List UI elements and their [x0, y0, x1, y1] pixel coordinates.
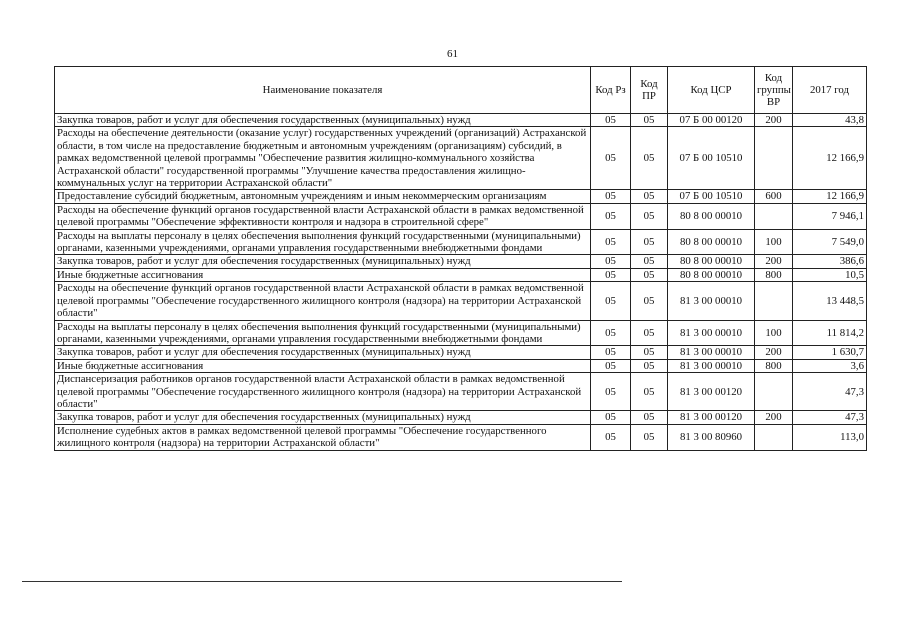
cell-vr — [755, 282, 793, 320]
table-row — [55, 320, 867, 346]
cell-rz: 05 — [591, 282, 631, 320]
cell-csr: 81 3 00 00010 — [668, 320, 755, 346]
table-row — [55, 373, 867, 411]
cell-name: Расходы на обеспечение функций органов государственной власти Астраханской области в рамках ведомственной целевой программы "Обеспечение эффективности контроля и надзора в строительной сфере" — [55, 203, 591, 229]
cell-csr: 81 3 00 80960 — [668, 424, 755, 450]
cell-rz: 05 — [591, 229, 631, 255]
cell-pr: 05 — [631, 114, 668, 127]
cell-vr: 100 — [755, 320, 793, 346]
header-csr: Код ЦСР — [668, 67, 755, 114]
cell-name: Предоставление субсидий бюджетным, автономным учреждениям и иным некоммерческим организациям — [55, 190, 591, 203]
cell-vr: 600 — [755, 190, 793, 203]
cell-name: Иные бюджетные ассигнования — [55, 359, 591, 372]
cell-rz: 05 — [591, 359, 631, 372]
cell-pr: 05 — [631, 373, 668, 411]
cell-pr: 05 — [631, 424, 668, 450]
cell-name: Расходы на выплаты персоналу в целях обеспечения выполнения функций государственными (муниципальными) органами, казенными учреждениями, органами управления государственными внебюджетными фондами — [55, 229, 591, 255]
cell-csr: 80 8 00 00010 — [668, 255, 755, 268]
cell-csr: 81 3 00 00120 — [668, 411, 755, 424]
header-year: 2017 год — [793, 67, 867, 114]
cell-name: Диспансеризация работников органов государственной власти Астраханской области в рамках ведомственной целевой программы "Обеспечение государственного жилищного контроля (надзора) на территории Астраханской области" — [55, 373, 591, 411]
cell-pr: 05 — [631, 346, 668, 359]
cell-amount: 12 166,9 — [793, 190, 867, 203]
cell-vr: 100 — [755, 229, 793, 255]
cell-pr: 05 — [631, 229, 668, 255]
cell-name: Расходы на обеспечение деятельности (оказание услуг) государственных учреждений (организаций) Астраханской области, в том числе на предоставление бюджетным и автономным учреждениям (организациям) субсидий, в рамках ведомственной целевой программы "Обеспечение развития жилищно-коммунального хозяйства Астраханской области" государственной программы "Улучшение качества предоставления жилищно-коммунальных услуг на территории Астраханской области" — [55, 127, 591, 190]
table-row — [55, 114, 867, 127]
cell-csr: 07 Б 00 00120 — [668, 114, 755, 127]
cell-vr: 800 — [755, 268, 793, 281]
cell-csr: 81 3 00 00010 — [668, 282, 755, 320]
budget-table — [54, 66, 867, 451]
header-vr: Код группы ВР — [755, 67, 793, 114]
cell-csr: 07 Б 00 10510 — [668, 190, 755, 203]
cell-pr: 05 — [631, 203, 668, 229]
cell-amount: 7 549,0 — [793, 229, 867, 255]
cell-amount: 7 946,1 — [793, 203, 867, 229]
cell-amount: 47,3 — [793, 373, 867, 411]
cell-name: Закупка товаров, работ и услуг для обеспечения государственных (муниципальных) нужд — [55, 346, 591, 359]
cell-csr: 80 8 00 00010 — [668, 229, 755, 255]
page-number: 61 — [447, 48, 458, 60]
cell-rz: 05 — [591, 190, 631, 203]
cell-pr: 05 — [631, 320, 668, 346]
table-row — [55, 255, 867, 268]
table-row — [55, 424, 867, 450]
cell-pr: 05 — [631, 411, 668, 424]
table-row — [55, 346, 867, 359]
cell-pr: 05 — [631, 359, 668, 372]
cell-vr — [755, 203, 793, 229]
cell-name: Закупка товаров, работ и услуг для обеспечения государственных (муниципальных) нужд — [55, 411, 591, 424]
table-row — [55, 411, 867, 424]
table-row — [55, 268, 867, 281]
cell-pr: 05 — [631, 190, 668, 203]
cell-name: Расходы на обеспечение функций органов государственной власти Астраханской области в рамках ведомственной целевой программы "Обеспечение государственного жилищного контроля (надзора) на территории Астраханской области" — [55, 282, 591, 320]
table-header-row — [55, 67, 867, 114]
cell-csr: 81 3 00 00010 — [668, 359, 755, 372]
cell-amount: 11 814,2 — [793, 320, 867, 346]
cell-rz: 05 — [591, 373, 631, 411]
cell-csr: 81 3 00 00010 — [668, 346, 755, 359]
cell-vr: 200 — [755, 346, 793, 359]
table-row — [55, 127, 867, 190]
table-row — [55, 229, 867, 255]
header-rz: Код Рз — [591, 67, 631, 114]
cell-vr — [755, 424, 793, 450]
cell-rz: 05 — [591, 320, 631, 346]
cell-vr: 200 — [755, 411, 793, 424]
cell-amount: 43,8 — [793, 114, 867, 127]
cell-rz: 05 — [591, 424, 631, 450]
header-pr: Код ПР — [631, 67, 668, 114]
cell-amount: 3,6 — [793, 359, 867, 372]
table-row — [55, 190, 867, 203]
cell-name: Закупка товаров, работ и услуг для обеспечения государственных (муниципальных) нужд — [55, 114, 591, 127]
cell-vr: 200 — [755, 114, 793, 127]
cell-vr — [755, 373, 793, 411]
cell-vr: 200 — [755, 255, 793, 268]
cell-amount: 47,3 — [793, 411, 867, 424]
cell-vr: 800 — [755, 359, 793, 372]
strikethrough-line — [22, 581, 622, 582]
cell-rz: 05 — [591, 255, 631, 268]
cell-name: Закупка товаров, работ и услуг для обеспечения государственных (муниципальных) нужд — [55, 255, 591, 268]
cell-amount: 12 166,9 — [793, 127, 867, 190]
cell-csr: 80 8 00 00010 — [668, 203, 755, 229]
cell-amount: 13 448,5 — [793, 282, 867, 320]
table-row — [55, 203, 867, 229]
cell-pr: 05 — [631, 268, 668, 281]
cell-rz: 05 — [591, 411, 631, 424]
header-name: Наименование показателя — [55, 67, 591, 114]
cell-rz: 05 — [591, 203, 631, 229]
cell-amount: 113,0 — [793, 424, 867, 450]
cell-amount: 10,5 — [793, 268, 867, 281]
cell-amount: 386,6 — [793, 255, 867, 268]
cell-name: Иные бюджетные ассигнования — [55, 268, 591, 281]
cell-csr: 81 3 00 00120 — [668, 373, 755, 411]
cell-csr: 07 Б 00 10510 — [668, 127, 755, 190]
cell-pr: 05 — [631, 255, 668, 268]
cell-name: Расходы на выплаты персоналу в целях обеспечения выполнения функций государственными (муниципальными) органами, казенными учреждениями, органами управления государственными внебюджетными фондами — [55, 320, 591, 346]
cell-amount: 1 630,7 — [793, 346, 867, 359]
table-row — [55, 282, 867, 320]
cell-rz: 05 — [591, 346, 631, 359]
cell-pr: 05 — [631, 282, 668, 320]
cell-pr: 05 — [631, 127, 668, 190]
cell-csr: 80 8 00 00010 — [668, 268, 755, 281]
cell-rz: 05 — [591, 114, 631, 127]
cell-rz: 05 — [591, 127, 631, 190]
cell-rz: 05 — [591, 268, 631, 281]
cell-name: Исполнение судебных актов в рамках ведомственной целевой программы "Обеспечение государственного жилищного контроля (надзора) на территории Астраханской области" — [55, 424, 591, 450]
cell-vr — [755, 127, 793, 190]
table-row — [55, 359, 867, 372]
